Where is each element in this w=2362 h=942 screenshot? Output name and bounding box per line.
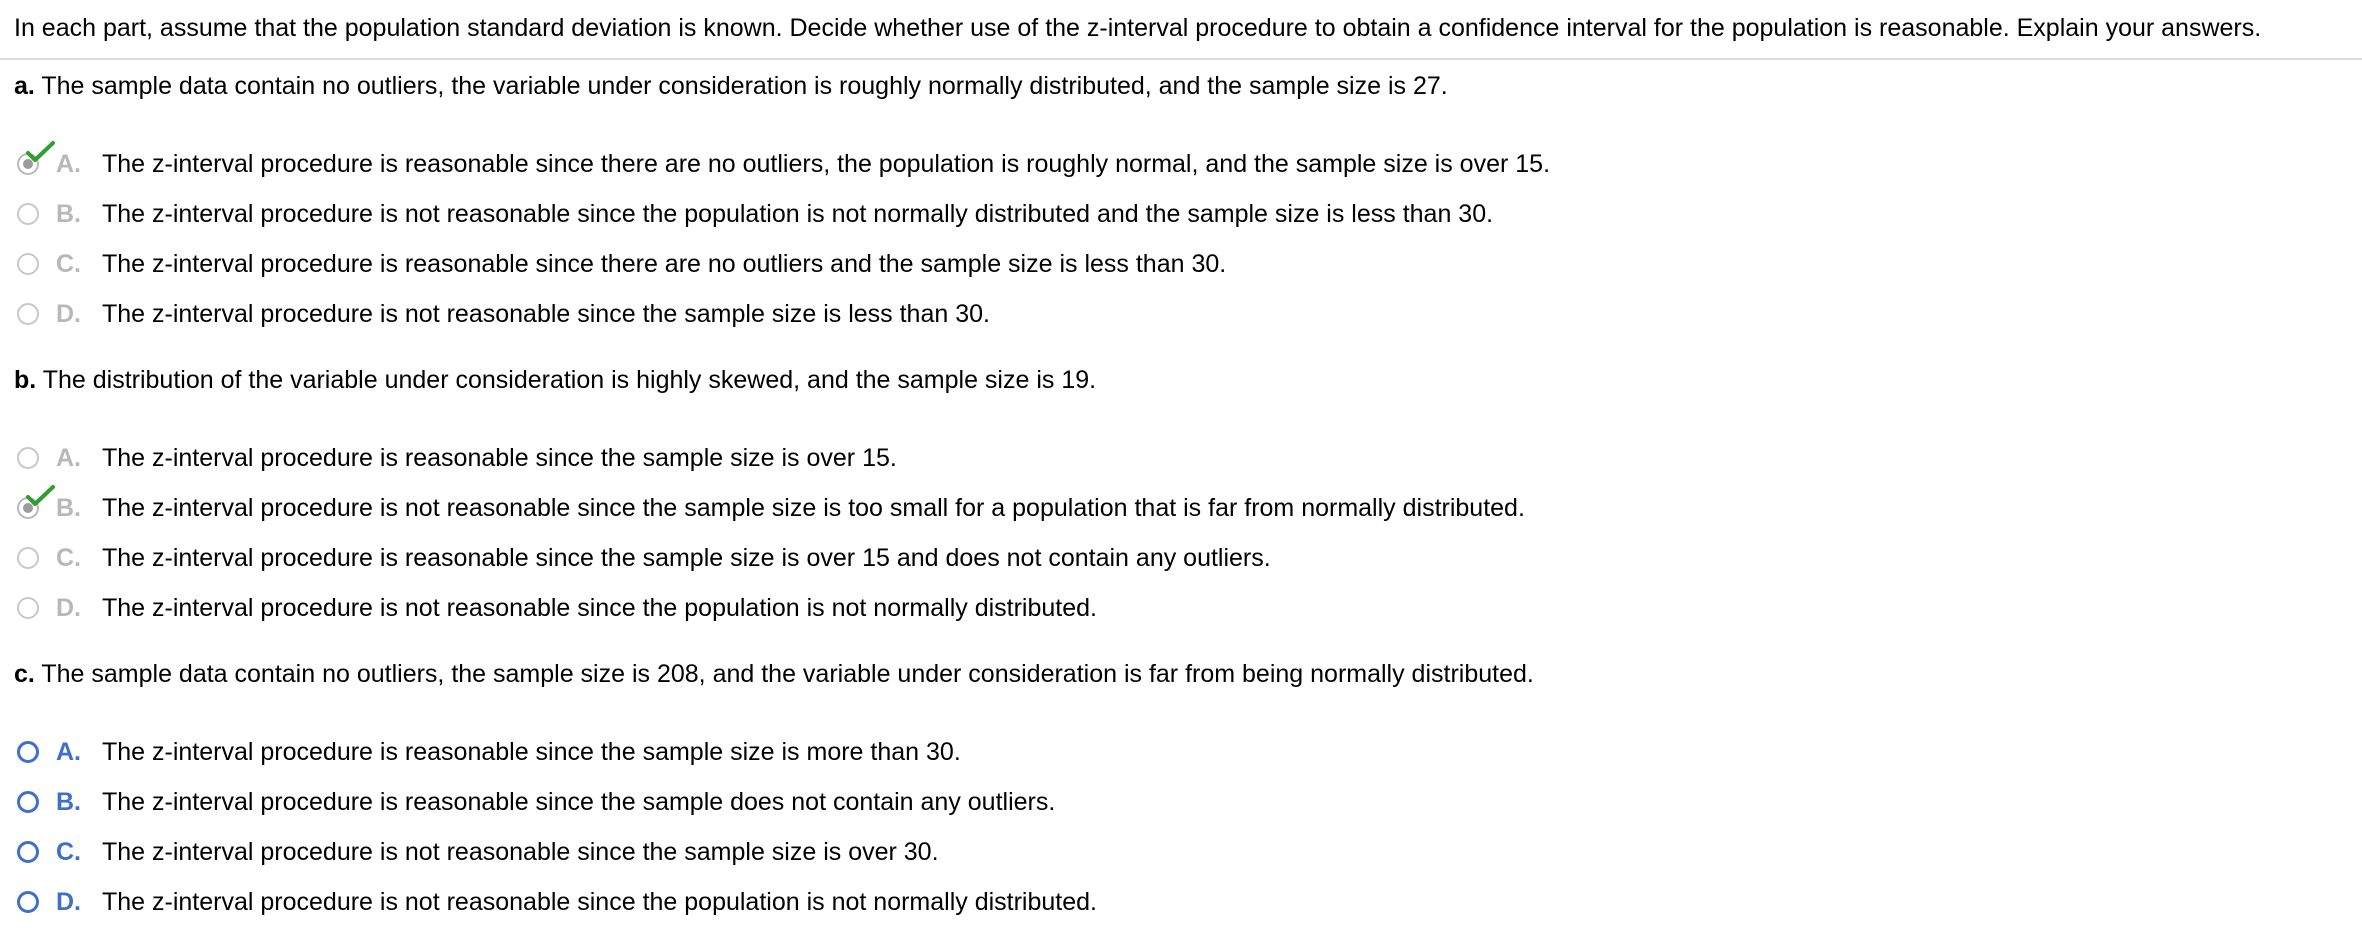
part-c-choice-d[interactable] xyxy=(0,882,1700,926)
choice-letter: D. xyxy=(56,300,81,328)
choice-letter: C. xyxy=(56,544,81,572)
choice-text: The z-interval procedure is not reasonable since the population is not normally distributed and the sample size is less than 30. xyxy=(102,200,1494,228)
choice-text: The z-interval procedure is not reasonable since the sample size is less than 30. xyxy=(102,300,990,328)
choice-letter: B. xyxy=(56,494,81,522)
radio-button[interactable] xyxy=(17,547,39,569)
checkmark-icon xyxy=(26,140,56,164)
radio-button[interactable] xyxy=(17,791,39,813)
part-a-prompt xyxy=(14,68,1448,104)
part-a-label: a. xyxy=(14,72,35,100)
part-c-choice-a[interactable] xyxy=(0,732,1700,776)
choice-letter: C. xyxy=(56,250,81,278)
part-b-question: The distribution of the variable under consideration is highly skewed, and the sample size is 19. xyxy=(42,366,1097,394)
part-a-question: The sample data contain no outliers, the variable under consideration is roughly normally distributed, and the sample size is 27. xyxy=(41,72,1448,100)
choice-letter: B. xyxy=(56,200,81,228)
part-b-choice-d[interactable] xyxy=(0,588,1700,632)
choice-text: The z-interval procedure is reasonable since the sample size is over 15. xyxy=(102,444,897,472)
instructions-text: In each part, assume that the population standard deviation is known. Decide whether use of the z-interval procedure to obtain a confidence interval for the population is reasonable. Explain your answers. xyxy=(14,14,2262,42)
choice-text: The z-interval procedure is not reasonable since the population is not normally distributed. xyxy=(102,594,1097,622)
part-a-choice-b[interactable] xyxy=(0,194,1700,238)
choice-letter: D. xyxy=(56,594,81,622)
radio-button[interactable] xyxy=(17,597,39,619)
radio-button[interactable] xyxy=(17,447,39,469)
part-b-prompt xyxy=(14,362,1096,398)
choice-text: The z-interval procedure is reasonable since there are no outliers and the sample size is less than 30. xyxy=(102,250,1227,278)
choice-text: The z-interval procedure is reasonable since the sample size is more than 30. xyxy=(102,738,961,766)
part-c-choice-c[interactable] xyxy=(0,832,1700,876)
choice-letter: C. xyxy=(56,838,81,866)
choice-text: The z-interval procedure is reasonable since there are no outliers, the population is roughly normal, and the sample size is over 15. xyxy=(102,150,1551,178)
radio-button[interactable] xyxy=(17,741,39,763)
part-b-choice-c[interactable] xyxy=(0,538,1700,582)
part-c-prompt xyxy=(14,656,1534,692)
checkmark-icon xyxy=(26,484,56,508)
radio-button[interactable] xyxy=(17,841,39,863)
part-c-label: c. xyxy=(14,660,35,688)
radio-button[interactable] xyxy=(17,303,39,325)
part-b-choice-b[interactable] xyxy=(0,488,1700,532)
choice-text: The z-interval procedure is not reasonable since the sample size is too small for a population that is far from normally distributed. xyxy=(102,494,1525,522)
choice-letter: B. xyxy=(56,788,81,816)
radio-button[interactable] xyxy=(17,891,39,913)
choice-text: The z-interval procedure is reasonable since the sample size is over 15 and does not contain any outliers. xyxy=(102,544,1271,572)
part-b-label: b. xyxy=(14,366,37,394)
part-a-choice-a[interactable] xyxy=(0,144,1700,188)
part-b-choice-a[interactable] xyxy=(0,438,1700,482)
part-a-choice-c[interactable] xyxy=(0,244,1700,288)
choice-text: The z-interval procedure is reasonable since the sample does not contain any outliers. xyxy=(102,788,1056,816)
choice-text: The z-interval procedure is not reasonable since the population is not normally distributed. xyxy=(102,888,1097,916)
choice-letter: D. xyxy=(56,888,81,916)
choice-text: The z-interval procedure is not reasonable since the sample size is over 30. xyxy=(102,838,939,866)
part-c-question: The sample data contain no outliers, the sample size is 208, and the variable under consideration is far from being normally distributed. xyxy=(41,660,1534,688)
radio-button[interactable] xyxy=(17,203,39,225)
radio-button[interactable] xyxy=(17,253,39,275)
choice-letter: A. xyxy=(56,150,81,178)
choice-letter: A. xyxy=(56,738,81,766)
part-a-choice-d[interactable] xyxy=(0,294,1700,338)
choice-letter: A. xyxy=(56,444,81,472)
part-c-choice-b[interactable] xyxy=(0,782,1700,826)
divider xyxy=(0,58,2362,60)
